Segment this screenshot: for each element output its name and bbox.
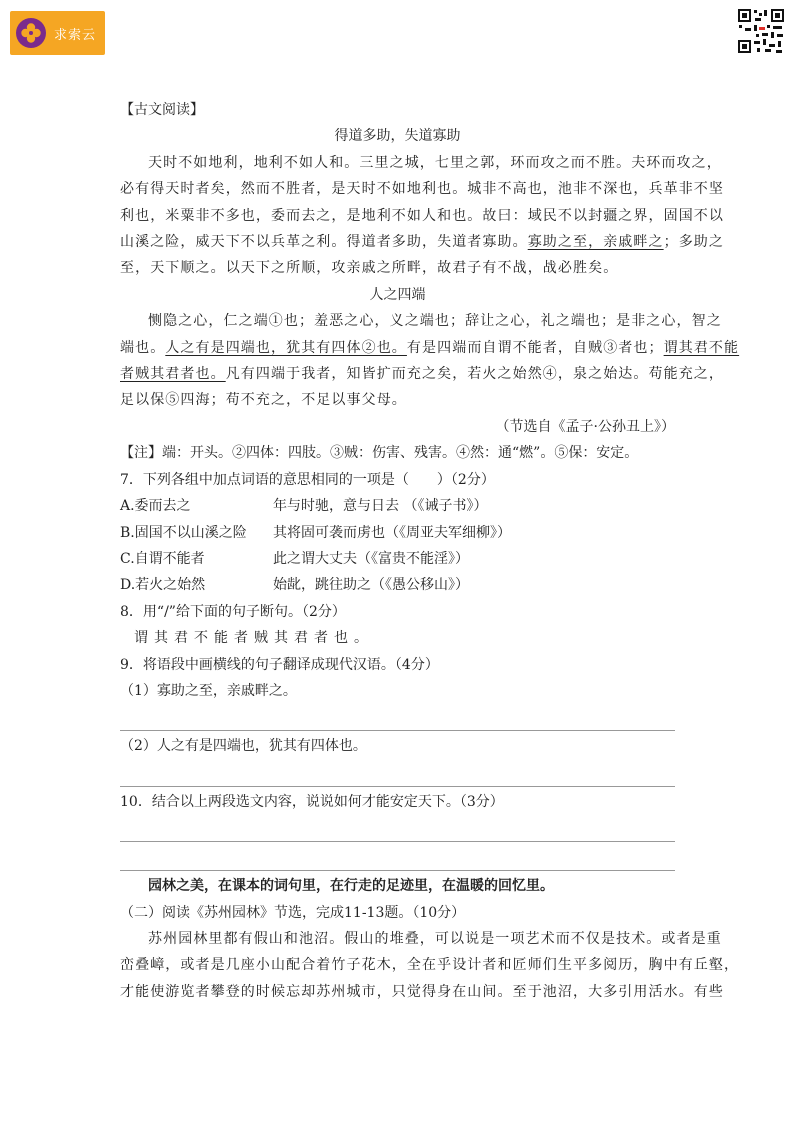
question-7-option	[120, 493, 675, 519]
underlined-sentence: 人之有是四端也，犹其有四体②也。	[165, 339, 407, 356]
answer-line[interactable]	[120, 760, 675, 787]
logo-text: 求索云	[54, 27, 97, 43]
passage1-line	[120, 229, 725, 255]
passage1-text: 山溪之险，威天下不以兵革之利。得道者多助，失道者寡助。	[120, 234, 528, 251]
question-7-option	[120, 520, 675, 546]
option-compare: 其将固可袭而虏也（《周亚夫军细柳》）	[273, 524, 511, 541]
part2-heading: （二）阅读《苏州园林》节选，完成11-13题。（10分）	[120, 904, 466, 921]
passage2-line	[120, 361, 725, 387]
passage1-line: 天时不如地利，地利不如人和。三里之城，七里之郭，环而攻之而不胜。夫环而攻之，	[148, 154, 722, 171]
passage1-line: 必有得天时者矣，然而不胜者，是天时不如地利也。城非不高也，池非不深也，兵革非不坚	[120, 181, 724, 198]
option-label: A.委而去之	[120, 498, 191, 515]
question-8-sentence: 谓其君不能者贼其君者也。	[134, 630, 374, 647]
section-label: 【古文阅读】	[120, 102, 204, 118]
answer-line[interactable]	[120, 815, 675, 842]
option-compare: 此之谓大丈夫（《富贵不能淫》）	[273, 550, 469, 567]
annotation-note: 【注】端：开头。②四体：四肢。③贼：伤害、残害。④然：通“燃”。⑤保：安定。	[120, 445, 639, 462]
passage1-title: 得道多助，失道寡助	[334, 128, 461, 145]
option-label: B.固国不以山溪之险	[120, 524, 247, 541]
passage2-line: 足以保⑤四海；苟不充之，不足以事父母。	[120, 392, 407, 409]
option-label: C.自谓不能者	[120, 550, 205, 567]
question-9-item-1: （1）寡助之至，亲戚畔之。	[120, 682, 297, 699]
underlined-sentence: 谓其君不能	[663, 339, 740, 356]
option-compare: 始龀，跳往助之（《愚公移山》）	[273, 577, 469, 594]
question-9-item-2: （2）人之有是四端也，犹其有四体也。	[120, 738, 367, 755]
part2-line: 苏州园林里都有假山和池沼。假山的堆叠，可以说是一项艺术而不仅是技术。或者是重	[148, 930, 722, 947]
exam-content	[120, 97, 740, 1005]
part2-line: 才能使游览者攀登的时候忘却苏州城市，只觉得身在山间。至于池沼，大多引用活水。有些	[120, 983, 724, 1000]
passage2-line: 恻隐之心，仁之端①也；羞恶之心，义之端也；辞让之心，礼之端也；是非之心，智之	[148, 313, 722, 330]
passage1-line: 至，天下顺之。以天下之所顺，攻亲戚之所畔，故君子有不战，战必胜矣。	[120, 260, 619, 277]
passage2-line	[120, 335, 740, 361]
option-compare: 年与时驰，意与日去 （《诫子书》）	[273, 498, 488, 515]
question-7-stem: 7．下列各组中加点词语的意思相同的一项是（ ）（2分）	[120, 471, 495, 488]
brand-logo	[10, 11, 105, 55]
question-9-stem: 9．将语段中画横线的句子翻译成现代汉语。（4分）	[120, 656, 439, 673]
answer-line[interactable]	[120, 844, 675, 871]
underlined-sentence: 寡助之至，亲戚畔之	[527, 234, 664, 251]
underlined-sentence: 者贼其君者也。	[120, 366, 226, 383]
part2-line: 峦叠嶂，或者是几座小山配合着竹子花木，全在乎设计者和匠师们生平多阅历，胸中有丘壑，	[120, 957, 740, 974]
passage1-line: 利也，米粟非不多也，委而去之，是地利不如人和也。故曰：域民不以封疆之界，固国不以	[120, 207, 724, 224]
question-8-stem: 8．用“/”给下面的句子断句。（2分）	[120, 603, 346, 620]
passage2-text: 端也。	[120, 339, 166, 356]
question-10-stem: 10．结合以上两段选文内容，说说如何才能安定天下。（3分）	[120, 793, 504, 810]
passage2-title: 人之四端	[369, 286, 426, 303]
passage2-text: 有是四端而自谓不能者，自贼③者也；	[406, 339, 664, 356]
option-label: D.若火之始然	[120, 577, 206, 594]
question-7-option	[120, 546, 675, 572]
qr-code-icon	[737, 8, 785, 54]
source-citation: （节选自《孟子·公孙丑上》）	[495, 418, 675, 435]
answer-line[interactable]	[120, 704, 675, 731]
question-7-option	[120, 572, 675, 598]
clover-logo-icon	[16, 18, 46, 48]
part2-banner: 园林之美，在课本的词句里，在行走的足迹里，在温暖的回忆里。	[148, 878, 554, 895]
passage1-text: ；多助之	[663, 234, 725, 251]
passage2-text: 凡有四端于我者，知皆扩而充之矣，若火之始然④，泉之始达。苟能充之，	[225, 366, 725, 383]
